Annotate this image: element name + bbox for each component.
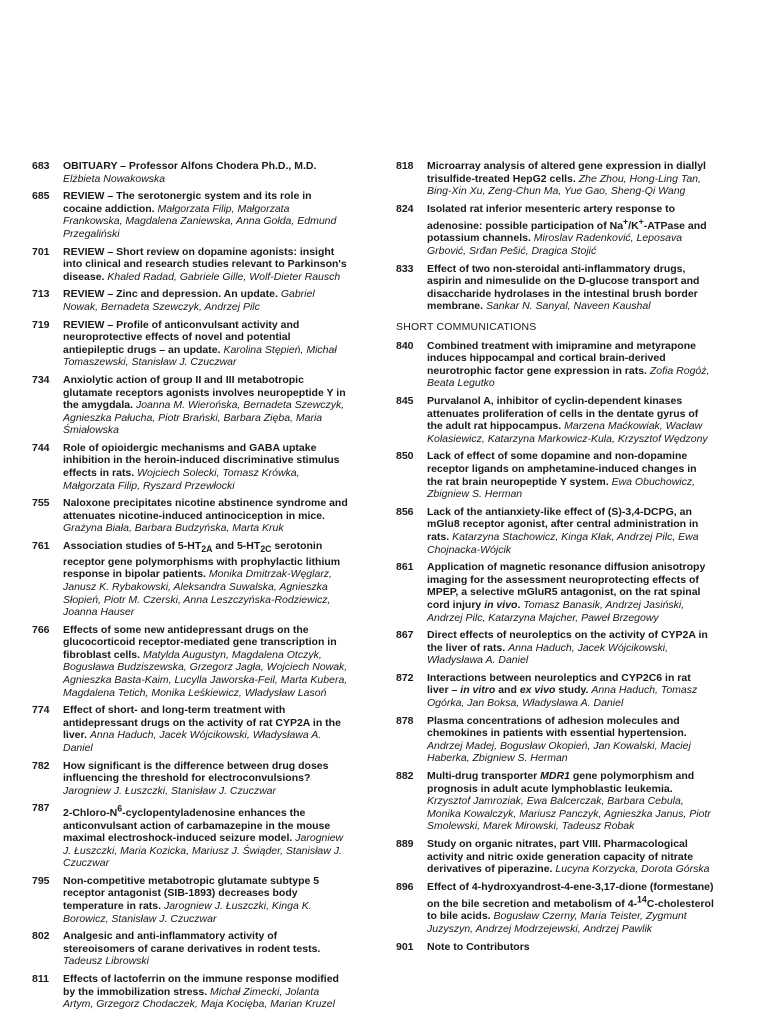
article-authors: Zofia Rogóż, Beata Legutko xyxy=(427,364,710,390)
toc-entry[interactable] xyxy=(396,770,714,833)
toc-entry[interactable] xyxy=(396,838,714,876)
page-number: 774 xyxy=(32,704,50,717)
toc-entry[interactable] xyxy=(396,941,714,954)
article-authors: Elżbieta Nowakowska xyxy=(63,172,166,185)
article-authors: Anna Haduch, Tomasz Ogórka, Jan Boksa, Władysława A. Daniel xyxy=(427,684,698,710)
article-title: REVIEW – Short review on dopamine agonists: insight into clinical and research studies relevant to Parkinson's disease. xyxy=(63,245,347,283)
article-title: $2-Chloro-N^6$-cyclopentyladenosine enhances the anticonvulsant action of carbamazepine in the mouse maximal electroshock-induced seizure model. xyxy=(63,803,331,845)
article-authors: Krzysztof Jamroziak, Ewa Balcerczak, Barbara Cebula, Monika Kowalczyk, Mariusz Panczyk, Agnieszka Janus, Piotr Smolewski, Marek Mirowski, Tadeusz Robak xyxy=(427,795,711,833)
article-authors: Karolina Stępień, Michał Tomaszewski, Stanisław J. Czuczwar xyxy=(63,343,337,369)
page-number: 744 xyxy=(32,441,50,454)
page-number: 719 xyxy=(32,318,50,331)
toc-entry[interactable] xyxy=(396,203,714,258)
article-authors: Jarogniew J. Łuszczki, Kinga K. Borowicz, Stanisław J. Czuczwar xyxy=(63,900,312,925)
toc-entry[interactable] xyxy=(32,160,350,185)
article-title: Effect of two non-steroidal anti-inflammatory drugs, aspirin and nimesulide on the D-glucose transport and disaccharide hydrolases in the intestinal brush border membrane. xyxy=(427,262,700,313)
article-title: REVIEW – Profile of anticonvulsant activity and neuroprotective effects of novel and potential antiepileptic drugs – an update. xyxy=(63,318,300,356)
page-number: 861 xyxy=(396,561,414,574)
article-title: Purvalanol A, inhibitor of cyclin-dependent kinases attenuates proliferation of cells in the dentate gyrus of the adult rat hippocampus. xyxy=(427,395,699,433)
article-authors: Grażyna Biała, Barbara Budzyńska, Marta Kruk xyxy=(63,522,284,535)
page-number: 896 xyxy=(396,880,414,893)
page-number: 872 xyxy=(396,671,414,684)
toc-entry[interactable] xyxy=(32,246,350,284)
page-number: 734 xyxy=(32,373,50,386)
page-number: 782 xyxy=(32,759,50,772)
article-title: Effects of lactoferrin on the immune response modified by the immobilization stress. xyxy=(63,973,339,998)
page-number: 850 xyxy=(396,450,414,463)
article-title: Combined treatment with imipramine and metyrapone induces hippocampal and cortical brain-derived neurotrophic factor gene expression in rats. xyxy=(427,339,696,377)
page-number: 766 xyxy=(32,623,50,636)
toc-entry[interactable] xyxy=(32,374,350,437)
toc-entry[interactable] xyxy=(396,672,714,710)
article-title: Effect of short- and long-term treatment with antidepressant drugs on the activity of rat CYP2A in the liver. xyxy=(63,704,341,742)
toc-entry[interactable] xyxy=(396,715,714,765)
toc-entry[interactable] xyxy=(396,561,714,624)
article-title: REVIEW – Zinc and depression. An update. xyxy=(63,288,278,301)
toc-entry[interactable] xyxy=(32,875,350,925)
article-authors: Miroslav Radenković, Leposava Grbović, Srđan Pešić, Dragica Stojić xyxy=(427,232,683,258)
toc-entry[interactable] xyxy=(396,340,714,390)
article-title: Direct effects of neuroleptics on the activity of CYP2A in the liver of rats. xyxy=(427,629,708,654)
toc-entry[interactable] xyxy=(32,190,350,240)
page-number: 824 xyxy=(396,202,414,215)
page-number: 761 xyxy=(32,540,50,553)
page-number: 795 xyxy=(32,874,50,887)
article-authors: Tadeusz Librowski xyxy=(63,955,149,968)
article-title: Interactions between neuroleptics and CYP2C6 in rat liver – in vitro and ex vivo study. xyxy=(427,671,691,697)
toc-entry[interactable] xyxy=(396,881,714,936)
page-number: 787 xyxy=(32,802,50,815)
toc-left-column xyxy=(32,160,350,1016)
toc-entry[interactable] xyxy=(396,160,714,198)
article-title: Plasma concentrations of adhesion molecules and chemokines in patients with essential hypertension. xyxy=(427,714,687,740)
article-authors: Jarogniew J. Łuszczki, Stanisław J. Czuczwar xyxy=(63,784,276,797)
page-number: 882 xyxy=(396,770,414,783)
article-title: Anxiolytic action of group II and III metabotropic glutamate receptors agonists involves neuropeptide Y in the amygdala. xyxy=(63,373,346,412)
page-number: 755 xyxy=(32,497,50,510)
article-title: Lack of the antianxiety-like effect of (S)-3,4-DCPG, an mGlu8 receptor agonist, after central administration in rats. xyxy=(427,505,699,543)
toc-entry[interactable] xyxy=(32,442,350,492)
article-title: Isolated rat inferior mesenteric artery response to adenosine: possible participation of Na+/K+-ATPase and potassium channels. xyxy=(427,202,707,245)
page-number: 833 xyxy=(396,262,414,275)
article-authors: Anna Haduch, Jacek Wójcikowski, Władysława A. Daniel xyxy=(63,729,322,755)
article-title: Naloxone precipitates nicotine abstinence syndrome and attenuates nicotine-induced antinociception in mice. xyxy=(63,497,348,522)
article-title: Multi-drug transporter MDR1 gene polymorphism and prognosis in adult acute lymphoblastic leukemia. xyxy=(427,770,695,795)
article-authors: Bogusław Czerny, Maria Teister, Zygmunt Juzyszyn, Andrzej Modrzejewski, Andrzej Pawlik xyxy=(427,910,687,936)
article-authors: Matylda Augustyn, Magdalena Otczyk, Bogusława Budziszewska, Grzegorz Jagła, Wojciech Nowak, Agnieszka Basta-Kaim, Lucylla Jaworska-Feil, Marta Kubera, Magdalena Tetich, Monika Leśkiewicz, Władysław Lasoń xyxy=(63,648,348,699)
article-authors: Zhe Zhou, Hong-Ling Tan, Bing-Xin Xu, Zeng-Chun Ma, Yue Gao, Sheng-Qi Wang xyxy=(427,172,701,198)
toc-right-column xyxy=(396,160,714,958)
article-authors: Sankar N. Sanyal, Naveen Kaushal xyxy=(485,300,651,313)
article-title: How significant is the difference between drug doses influencing the threshold for electroconvulsions? xyxy=(63,759,329,785)
article-authors: Joanna M. Wierońska, Bernadeta Szewczyk, Agnieszka Pałucha, Piotr Brański, Barbara Zięba, Maria Śmiałowska xyxy=(63,399,345,437)
page-number: 840 xyxy=(396,339,414,352)
article-authors: Khaled Radad, Gabriele Gille, Wolf-Dieter Rausch xyxy=(107,270,341,283)
article-authors: Marzena Maćkowiak, Wacław Kolasiewicz, Katarzyna Markowicz-Kula, Krzysztof Wędzony xyxy=(427,420,708,445)
page-number: 845 xyxy=(396,395,414,407)
article-title: Study on organic nitrates, part VIII. Pharmacological activity and nitric oxide generation capacity of nitrate derivatives of piperazine. xyxy=(427,838,694,876)
article-authors: Monika Dmitrzak-Węglarz, Janusz K. Rybakowski, Aleksandra Suwalska, Agnieszka Słopień, Piotr M. Czerski, Anna Leszczyńska-Rodziewicz, Joanna Hauser xyxy=(63,568,332,619)
toc-entry[interactable] xyxy=(32,319,350,369)
article-title: Note to Contributors xyxy=(427,940,530,953)
article-title: Effect of 4-hydroxyandrost-4-ene-3,17-dione (formestane) on the bile secretion and metabolism of 4-$^{14}$C-cholesterol to bile acids. xyxy=(427,880,714,923)
article-title: Microarray analysis of altered gene expression in diallyl trisulfide-treated HepG2 cells. xyxy=(427,160,706,185)
toc-entry[interactable] xyxy=(32,540,350,619)
page-number: 713 xyxy=(32,288,50,301)
article-authors: Ewa Obuchowicz, Zbigniew S. Herman xyxy=(427,475,696,501)
article-authors: Anna Haduch, Jacek Wójcikowski, Władysława A. Daniel xyxy=(427,641,669,667)
article-authors: Gabriel Nowak, Bernadeta Szewczyk, Andrzej Pilc xyxy=(63,288,315,313)
article-title: Association studies of $5-HT_{2A}$ and $5-HT_{2C}$ serotonin receptor gene polymorphisms with prophylactic lithium response in bipolar patients. xyxy=(63,540,341,581)
page-number: 856 xyxy=(396,505,414,518)
toc-entry[interactable] xyxy=(32,704,350,754)
article-title: Analgesic and anti-inflammatory activity of stereoisomers of carane derivatives in rodent tests. xyxy=(63,930,321,955)
article-title: REVIEW – The serotonergic system and its role in cocaine addiction. xyxy=(63,190,312,215)
article-authors: Wojciech Solecki, Tomasz Krówka, Małgorzata Filip, Ryszard Przewłocki xyxy=(63,467,300,492)
article-title: OBITUARY – Professor Alfons Chodera Ph.D., M.D. xyxy=(63,160,317,172)
toc-entry[interactable] xyxy=(396,629,714,667)
page-number: 685 xyxy=(32,190,50,203)
article-authors: Michał Zimecki, Jolanta Artym, Grzegorz Chodaczek, Maja Kocięba, Marian Kruzel xyxy=(63,985,335,1011)
article-title: Role of opioidergic mechanisms and GABA uptake inhibition in the heroin-induced discriminative stimulus effects in rats. xyxy=(63,441,340,480)
article-title: Effects of some new antidepressant drugs on the glucocorticoid receptor-mediated gene transcription in fibroblast cells. xyxy=(63,623,337,661)
article-authors: Lucyna Korzycka, Dorota Górska xyxy=(555,863,710,876)
toc-entry[interactable] xyxy=(396,263,714,313)
page-number: 811 xyxy=(32,973,49,986)
page-number: 683 xyxy=(32,160,50,172)
page-number: 802 xyxy=(32,930,50,943)
article-authors: Tomasz Banasik, Andrzej Jasiński, Andrzej Pilc, Katarzyna Majcher, Paweł Brzegowy xyxy=(427,598,685,624)
toc-entry[interactable] xyxy=(396,506,714,556)
section-heading-short-communications: SHORT COMMUNICATIONS xyxy=(396,321,537,334)
page-number: 867 xyxy=(396,629,414,642)
toc-entry[interactable] xyxy=(32,973,350,1011)
page-number: 818 xyxy=(396,160,414,172)
toc-entry[interactable] xyxy=(396,450,714,500)
article-authors: Andrzej Madej, Bogusław Okopień, Jan Kowalski, Maciej Haberka, Zbigniew S. Herman xyxy=(427,739,691,765)
article-title: Lack of effect of some dopamine and non-dopamine receptor ligands on amphetamine-induced changes in the rat brain neuropeptide Y system. xyxy=(427,450,697,488)
toc-entry[interactable] xyxy=(32,760,350,798)
article-title: Application of magnetic resonance diffusion anisotropy imaging for the assessment neuroprotecting effects of MPEP, a selective mGluR5 antagonist, on the rat spinal cord injury in vivo. xyxy=(427,561,706,611)
page-number: 701 xyxy=(32,245,50,258)
toc-entry[interactable] xyxy=(32,624,350,700)
toc-entry[interactable] xyxy=(396,395,714,445)
toc-entry[interactable] xyxy=(32,288,350,313)
article-authors: Małgorzata Filip, Małgorzata Frankowska, Magdalena Zaniewska, Anna Gołda, Edmund Przegaliński xyxy=(63,202,337,240)
toc-entry[interactable] xyxy=(32,930,350,968)
toc-entry[interactable] xyxy=(32,497,350,535)
article-authors: Jarogniew J. Łuszczki, Maria Kozicka, Mariusz J. Świąder, Stanisław J. Czuczwar xyxy=(63,832,344,870)
toc-entry[interactable] xyxy=(32,802,350,869)
article-title: Non-competitive metabotropic glutamate subtype 5 receptor antagonist (SIB-1893) decreases body temperature in rats. xyxy=(63,874,320,913)
page-number: 901 xyxy=(396,940,414,953)
article-authors: Katarzyna Stachowicz, Kinga Kłak, Andrzej Pilc, Ewa Chojnacka-Wójcik xyxy=(427,530,699,556)
page-number: 889 xyxy=(396,838,414,850)
page-number: 878 xyxy=(396,714,414,727)
